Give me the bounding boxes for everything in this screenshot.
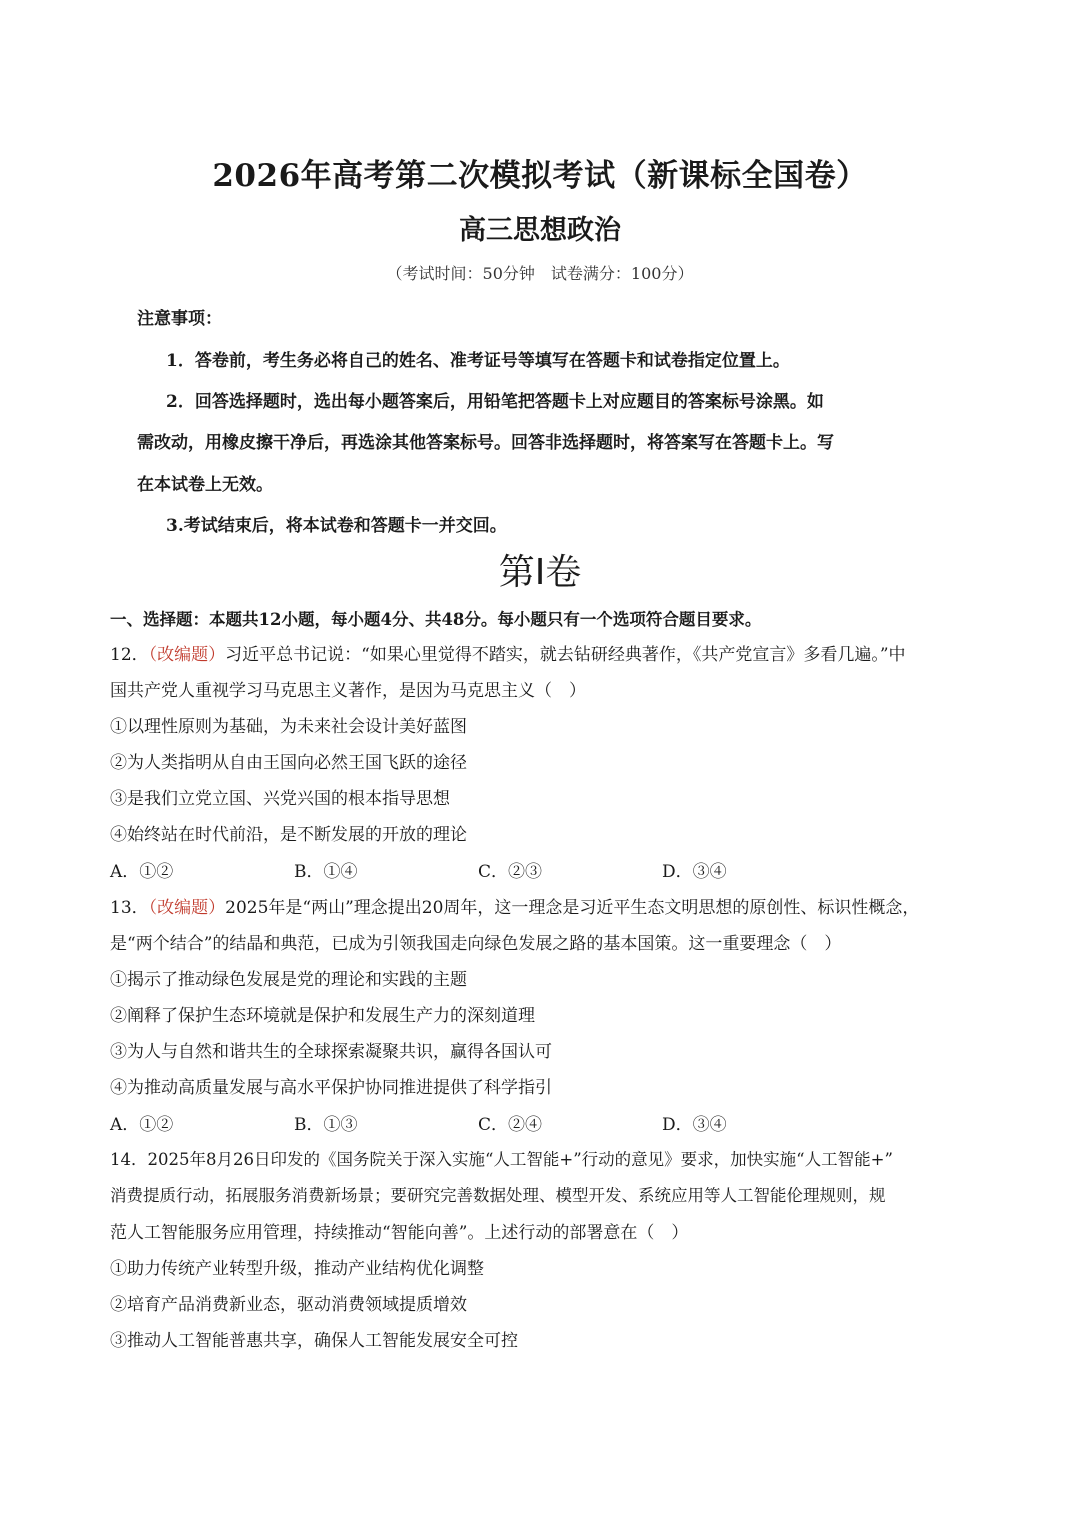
statement: ②阐释了保护生态环境就是保护和发展生产力的深刻道理 (110, 1006, 535, 1026)
stem-text: 2025年是“两山”理念提出20周年，这一理念是习近平生态文明思想的原创性、标识性概念， (225, 898, 920, 918)
question-12-stem-line: 国共产党人重视学习马克思主义著作，是因为马克思主义（ ） (110, 681, 586, 701)
question-12-stem-line (110, 640, 906, 665)
choice-b: B．①③ (294, 1115, 358, 1135)
statement: ②培育产品消费新业态，驱动消费领域提质增效 (110, 1295, 467, 1315)
choice-b: B．①④ (294, 862, 358, 882)
statement: ①助力传统产业转型升级，推动产业结构优化调整 (110, 1259, 484, 1279)
stem-text: 习近平总书记说：“如果心里觉得不踏实，就去钻研经典著作，《共产党宣言》多看几遍。”中 (225, 645, 906, 665)
question-number: 13． (110, 898, 149, 918)
statement: ②为人类指明从自由王国向必然王国飞跃的途径 (110, 753, 467, 773)
notice-line: 1．答卷前，考生务必将自己的姓名、准考证号等填写在答题卡和试卷指定位置上。 (166, 351, 790, 371)
choice-c: C．②③ (478, 862, 543, 882)
notice-heading: 注意事项： (137, 309, 222, 329)
exam-title: 2026年高考第二次模拟考试（新课标全国卷） (212, 158, 868, 194)
choice-d: D．③④ (662, 862, 727, 882)
question-13-stem-line: 是“两个结合”的结晶和典范，已成为引领我国走向绿色发展之路的基本国策。这一重要理念（ ） (110, 934, 842, 954)
statement: ③推动人工智能普惠共享，确保人工智能发展安全可控 (110, 1331, 518, 1351)
question-number: 14． (110, 1150, 148, 1169)
question-tag: （改编题） (148, 898, 226, 918)
statement: ④为推动高质量发展与高水平保护协同推进提供了科学指引 (110, 1078, 552, 1098)
statement: ①揭示了推动绿色发展是党的理论和实践的主题 (110, 970, 467, 990)
statement: ④始终站在时代前沿，是不断发展的开放的理论 (110, 825, 467, 845)
choice-c: C．②④ (478, 1115, 543, 1135)
question-number: 12． (110, 645, 149, 665)
statement: ①以理性原则为基础，为未来社会设计美好蓝图 (110, 717, 467, 737)
notice-line: 在本试卷上无效。 (137, 475, 273, 495)
question-14-stem-line: 消费提质行动，拓展服务消费新场景；要研究完善数据处理、模型开发、系统应用等人工智能伦理规则，规 (110, 1186, 886, 1205)
question-14-stem-line (110, 1146, 893, 1170)
notice-line: 需改动，用橡皮擦干净后，再选涂其他答案标号。回答非选择题时，将答案写在答题卡上。写 (137, 433, 834, 453)
section-heading: 一、选择题：本题共12小题，每小题4分、共48分。每小题只有一个选项符合题目要求。 (110, 610, 762, 629)
stem-text: 2025年8月26日印发的《国务院关于深入实施“人工智能+”行动的意见》要求，加快实施“人工智能+” (147, 1150, 893, 1169)
question-13-stem-line (110, 893, 919, 918)
question-14-stem-line: 范人工智能服务应用管理，持续推动“智能向善”。上述行动的部署意在（ ） (110, 1223, 689, 1243)
notice-line: 3.考试结束后，将本试卷和答题卡一并交回。 (166, 516, 507, 536)
question-tag: （改编题） (148, 645, 226, 665)
volume-title: 第Ⅰ卷 (498, 552, 582, 593)
choice-d: D．③④ (662, 1115, 727, 1135)
exam-subject: 高三思想政治 (459, 215, 621, 246)
exam-info: （考试时间：50分钟 试卷满分：100分） (386, 264, 694, 283)
statement: ③是我们立党立国、兴党兴国的根本指导思想 (110, 789, 450, 809)
choice-a: A．①② (110, 1115, 174, 1135)
statement: ③为人与自然和谐共生的全球探索凝聚共识，赢得各国认可 (110, 1042, 552, 1062)
choice-a: A．①② (110, 862, 174, 882)
notice-line: 2．回答选择题时，选出每小题答案后，用铅笔把答题卡上对应题目的答案标号涂黑。如 (166, 392, 824, 412)
